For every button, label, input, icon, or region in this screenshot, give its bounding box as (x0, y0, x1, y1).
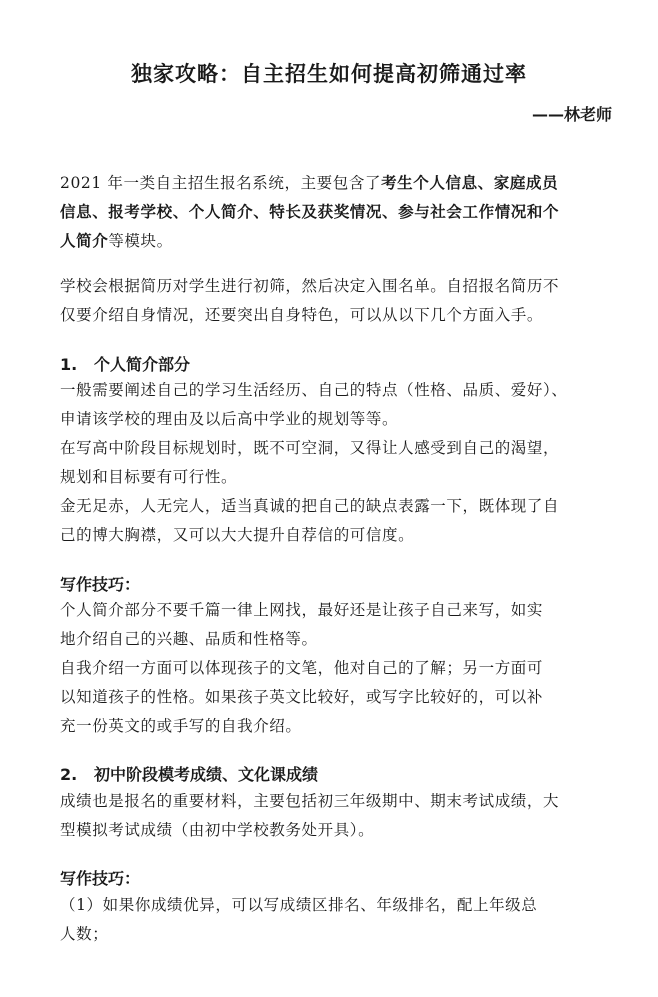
section1-line: 在写高中阶段目标规划时，既不可空洞，又得让人感受到自己的渴望， (60, 439, 560, 457)
tips1-line: 充一份英文的或手写的自我介绍。 (60, 717, 302, 735)
para2-line-1: 学校会根据简历对学生进行初筛，然后决定入围名单。自招报名简历不 (60, 277, 560, 295)
tips2-line: 人数； (60, 925, 109, 943)
tips1-line: 个人简介部分不要千篇一律上网找，最好还是让孩子自己来写，如实 (60, 601, 544, 619)
tips2-line: （1）如果你成绩优异，可以写成绩区排名、年级排名，配上年级总 (60, 896, 538, 914)
article-author: ——林老师 (531, 105, 612, 124)
section1-line: 规划和目标要有可行性。 (60, 468, 238, 486)
para2-line-2: 仅要介绍自身情况，还要突出自身特色，可以从以下几个方面入手。 (60, 306, 544, 324)
section2-line: 型模拟考试成绩（由初中学校教务处开具）。 (60, 821, 375, 839)
section2-line: 成绩也是报名的重要材料，主要包括初三年级期中、期末考试成绩，大 (60, 792, 560, 810)
article-title: 独家攻略：自主招生如何提高初筛通过率 (131, 62, 527, 86)
intro-line-3: 人简介等模块。 (60, 231, 173, 250)
tips1-line: 以知道孩子的性格。如果孩子英文比较好，或写字比较好的，可以补 (60, 688, 544, 706)
tips1-heading: 写作技巧： (60, 575, 141, 594)
section2-heading: 2. 初中阶段模考成绩、文化课成绩 (60, 765, 319, 784)
intro-line-1: 2021 年一类自主招生报名系统，主要包含了考生个人信息、家庭成员 (60, 173, 559, 192)
section1-line: 申请该学校的理由及以后高中学业的规划等等。 (60, 410, 399, 428)
section1-line: 金无足赤，人无完人，适当真诚的把自己的缺点表露一下，既体现了自 (60, 497, 560, 515)
section1-line: 己的博大胸襟，又可以大大提升自荐信的可信度。 (60, 526, 415, 544)
tips1-line: 地介绍自己的兴趣、品质和性格等。 (60, 630, 318, 648)
section1-heading: 1. 个人简介部分 (60, 355, 191, 374)
intro-line-2: 信息、报考学校、个人简介、特长及获奖情况、参与社会工作情况和个 (60, 202, 560, 221)
tips1-line: 自我介绍一方面可以体现孩子的文笔，他对自己的了解；另一方面可 (60, 659, 544, 677)
section1-line: 一般需要阐述自己的学习生活经历、自己的特点（性格、品质、爱好）、 (60, 381, 568, 399)
tips2-heading: 写作技巧： (60, 869, 141, 888)
